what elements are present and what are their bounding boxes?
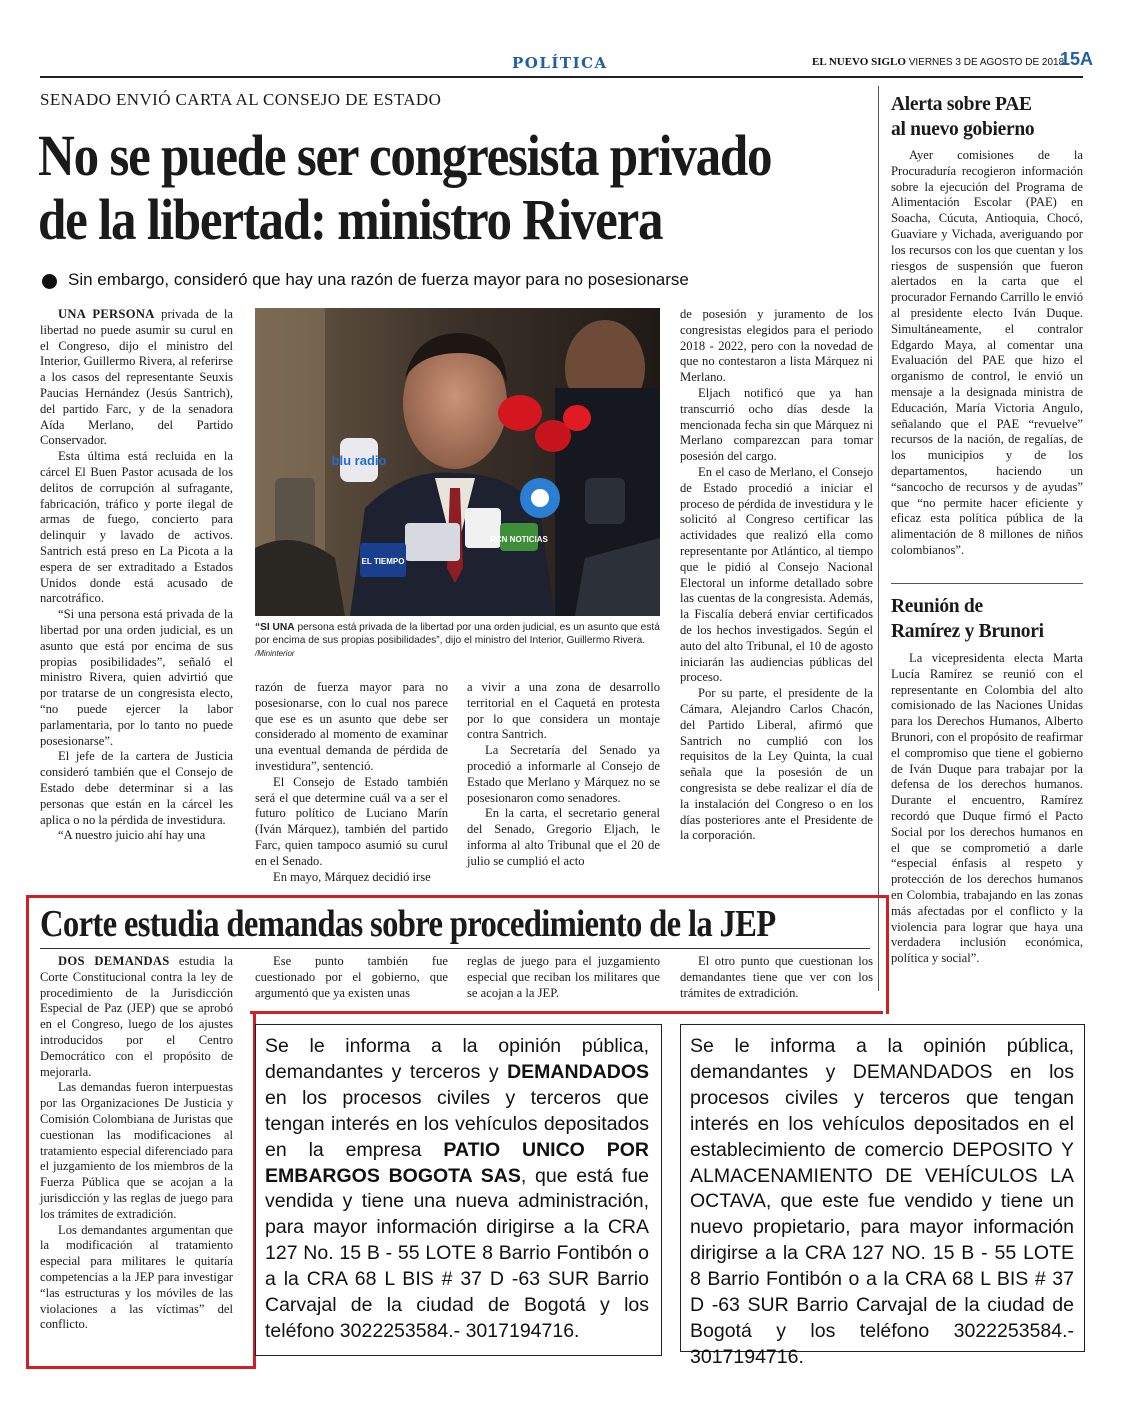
ad-text-bold: DEMANDADOS [507,1060,649,1083]
paragraph: a vivir a una zona de desarrollo territorial en el Caquetá en protesta por lo que considera un montaje contra Santrich. [467,680,660,742]
mic-label-eltiempo: EL TIEMPO [361,557,405,566]
sidebar-title-pae [891,92,1034,142]
mic-label-rcn: RCN NOTICIAS [490,535,548,544]
jep-paragraph: Ese punto también fue cuestionado por el gobierno, que argumentó que ya existen unas [255,954,448,1000]
main-column-4 [680,307,873,881]
jep-column-4 [680,954,873,1001]
ad-text-bold: PATIO UNICO POR EMBARGOS BOGOTA SAS [265,1138,649,1187]
lead-in: UNA PERSONA [58,307,155,321]
paragraph: UNA PERSONA privada de la libertad no puede asumir su curul en el Congreso, dijo el ministro del Interior, Guillermo Rivera, al referirse a los casos del representante Seuxis Paucias Hernández (Jesús Santrich), del partido Farc, y de la senadora Aída Merlano, del Partido Conservador. [40,307,234,448]
section-label: POLÍTICA [512,54,608,72]
headline-line-2: de la libertad: ministro Rivera [38,187,663,252]
sidebar-title-pae-line-2: al nuevo gobierno [891,119,1035,140]
paragraph: En la carta, el secretario general del Senado, Gregorio Eljach, le informa al alto Tribunal que el 20 de julio se cumplió el acto [467,806,660,868]
sidebar-title-brunori [891,594,1044,644]
paragraph: DOS DEMANDAS estudia la Corte Constitucional contra la ley de procedimiento de la Jurisdicción Especial de Paz (JEP) que se aprobó en el Congreso, luego de los ajustes introducidos por el Centro Democrático con el propósito de mejorarla. [40,954,233,1079]
paragraph: “A nuestro juicio ahí hay una [58,828,206,843]
sidebar-title-pae-line-1: Alerta sobre PAE [891,94,1032,115]
jep-highlight-box-divider [250,1011,883,1014]
jep-paragraph: El otro punto que cuestionan los demandantes tiene que ver con los trámites de extradición. [680,954,873,1000]
news-photo [255,308,660,616]
caption-credit: /Mininterior [255,649,295,658]
newspaper-name: EL NUEVO SIGLO [812,56,906,68]
sidebar-text-pae [891,148,1083,578]
jep-paragraph: reglas de juego para el juzgamiento especial que reciban los militares que se acojan a la JEP. [467,954,660,1000]
paragraph: Las demandas fueron interpuestas por las Organizaciones De Justicia y Comisión Colombiana de Juristas que cuestionan las modificaciones al tratamiento especial diferenciado para el juzgamiento de los miembros de la Fuerza Pública que se acojan a la jurisdicción y las reglas de juego para los trámites de extradición. [40,1080,233,1221]
paragraph: La Secretaría del Senado ya procedió a informarle al Consejo de Estado que Merlano y Márquez no se posesionaron como senadores. [467,743,660,805]
paragraph: El Consejo de Estado también será el que determine cuál va a ser el futuro político de Luciano Marín (Iván Márquez), también del partido Farc, quien tampoco asumió su curul en el Senado. [255,774,448,868]
main-column-2 [255,680,448,884]
paragraph: Eljach notificó que ya han transcurrió ocho días desde la mencionada fecha sin que Márquez ni Merlano comparezcan para tomar posesión del cargo. [680,385,873,464]
sidebar-title-brunori-line-1: Reunión de [891,596,983,617]
kicker: SENADO ENVIÓ CARTA AL CONSEJO DE ESTADO [40,90,442,109]
paragraph: Esta última está recluida en la cárcel El Buen Pastor acusada de los delitos de corrupción al sufragante, fabricación, tráfico y porte ilegal de armas de fuego, concierto para delinquir y lavado de activos. Santrich está preso en La Picota a la espera de ser extraditado a Estados Unidos donde está acusado de narcotráfico. [40,449,233,606]
paragraph: Por su parte, el presidente de la Cámara, Alejandro Carlos Chacón, del Partido Liberal, afirmó que Santrich no cumplió con los requisitos de la Ley Quinta, la cual señala que la posesión de un congresista se debe realizar el día de la instalación del Congreso o en los días posteriores ante el Presidente de la corporación. [680,686,873,843]
page-number: 15A [1060,49,1094,69]
lead-in: DOS DEMANDAS [58,954,170,968]
sidebar-paragraph: La vicepresidenta electa Marta Lucía Ramírez se reunió con el representante en Colombia del alto comisionado de las Naciones Unidas para los Derechos Humanos, Alberto Brunori, con el propósito de reafirmar el compromiso que tiene el gobierno de Iván Duque para trabajar por la defensa de los derechos humanos. Durante el encuentro, Ramírez recordó que Duque firmó el Pacto Social por los derechos humanos en el que se comprometió a darle “especial énfasis al respeto y protección de los derechos humanos en Colombia, trabajando en las zonas más afectadas por el conflicto y la violencia para lograr que haya una verdadera inclusión económica, política y social”. [891,651,1083,966]
caption-lead: “SI UNA [255,622,295,633]
mic-label-blu: blu radio [331,453,387,468]
main-column-3 [467,680,660,880]
photo-illustration [255,308,660,616]
paragraph: de posesión y juramento de los congresistas elegidos para el periodo 2018 - 2022, pero con la novedad de que no contestaron a lista Márquez ni Merlano. [680,307,873,385]
notice-ad-patio-unico-text [265,1034,649,1349]
paragraph: En el caso de Merlano, el Consejo de Estado procedió a iniciar el proceso de pérdida de investidura y le solicitó al Congreso certificar las actividades que realizó ella como representante por Atlántico, al tiempo que le pidió al Consejo Nacional Electoral un informe detallado sobre las cuentas de la congresista. Además, la Fiscalía deberá enviar certificados de los hechos investigados. Según el auto del alto Tribunal, el 10 de agosto iniciarán las audiencias públicas del proceso. [680,464,873,685]
photo-caption [255,621,660,660]
sidebar-text-brunori [891,651,1083,1001]
bullet-icon [42,274,57,289]
headline [38,123,772,252]
jep-headline: Corte estudia demandas sobre procedimiento de la JEP [40,903,776,945]
paragraph: “Si una persona está privada de la libertad por una orden judicial, es un asunto que está por encima de sus propias posibilidades”, señaló el ministro Rivera, quien advirtió que por tratarse de un congresista electo, “no puede ejercer la labor parlamentaria, por lo tanto no puede posesionarse”. [40,607,233,748]
paragraph: razón de fuerza mayor para no posesionarse, con lo cual nos parece que ese es un asunto que debe ser considerado al momento de examinar una eventual demanda de pérdida de investidura”, sentenció. [255,680,448,773]
sidebar-title-brunori-line-2: Ramírez y Brunori [891,621,1044,642]
ad-text-part: , que está fue vendida y tiene una nueva administración, para mayor información dirigirse a la CRA 127 No. 15 B - 55 LOTE 8 Barrio Fontibón o a la CRA 68 L BIS # 37 D -63 SUR Barrio Carvajal de la ciudad de Bogotá y los teléfono 3022253584.- 3017194716. [265,1164,649,1342]
notice-ad-la-octava-text: Se le informa a la opinión pública, demandantes y DEMANDADOS en los procesos civiles y terceros que tengan interés en los vehículos depositados en el establecimiento de comercio DEPOSITO Y ALMACENAMIENTO DE VEHÍCULOS LA OCTAVA, que este fue vendido y tiene un nuevo propietario, para mayor información dirigirse a la CRA 127 NO. 15 B - 55 LOTE 8 Barrio Fontibón o a la CRA 68 L BIS # 37 D -63 SUR Barrio Carvajal de la ciudad de Bogotá y los teléfono 3022253584.- 3017194716. [690,1035,1074,1368]
headline-line-1: No se puede ser congresista privado [38,123,772,188]
jep-column-1 [40,954,233,1354]
sidebar-paragraph: Ayer comisiones de la Procuraduría recogieron información sobre la ejecución del Programa de Alimentación Escolar (PAE) en Soacha, Cúcuta, Antioquia, Chocó, Guaviare y Vichada, averiguando por los recursos con los que cuentan y los riesgos de suspensión que fueron alertados en la carta que el procurador Fernando Carrillo le envió al presidente electo Iván Duque. Simultáneamente, el contralor Edgardo Maya, al comentar una Evaluación del PAE que hizo el organismo de control, le envió un mensaje a la designada ministra de Educación, María Victoria Angulo, señalando que el PAE “revuelve” recursos de la nación, de regalías, de los municipios y de los departamentos, haciendo un “sancocho de recursos y de ayudas” que “no permite hacer eficiente y eficaz esta política pública de la alimentación de 8 millones de niños colombianos”. [891,148,1083,557]
header-rule [40,76,1083,78]
ad-text-part: en los procesos civiles y terceros que tengan interés en los vehículos depositados en la empresa [265,1086,649,1161]
ad-text-part: Se le informa a la opinión pública, demandantes y terceros y [265,1035,649,1083]
paragraph: En mayo, Márquez decidió irse [273,869,431,884]
jep-column-3 [467,954,660,1001]
paragraph: Los demandantes argumentan que la modificación al tratamiento especial para militares le quitaría competencias a la JEP para investigar “las estructuras y los móviles de las violaciones a las víctimas” del conflicto. [40,1222,233,1332]
sidebar-divider [878,86,879,991]
paragraph: El jefe de la cartera de Justicia consideró también que el Consejo de Estado debe determinar si a las personas que están en la cárcel les aplica o no la pérdida de investidura. [40,749,233,827]
sidebar-separator [891,583,1083,584]
issue-date: VIERNES 3 DE AGOSTO DE 2018 [908,57,1065,68]
masthead [812,56,1064,68]
caption-text: persona está privada de la libertad por una orden judicial, es un asunto que está por encima de sus propias posibilidades”, dijo el ministro del Interior, Guillermo Rivera. [255,622,660,646]
main-column-1 [40,307,233,881]
jep-rule [40,948,870,949]
jep-column-2 [255,954,448,1001]
deck: Sin embargo, consideró que hay una razón de fuerza mayor para no posesionarse [68,270,689,289]
